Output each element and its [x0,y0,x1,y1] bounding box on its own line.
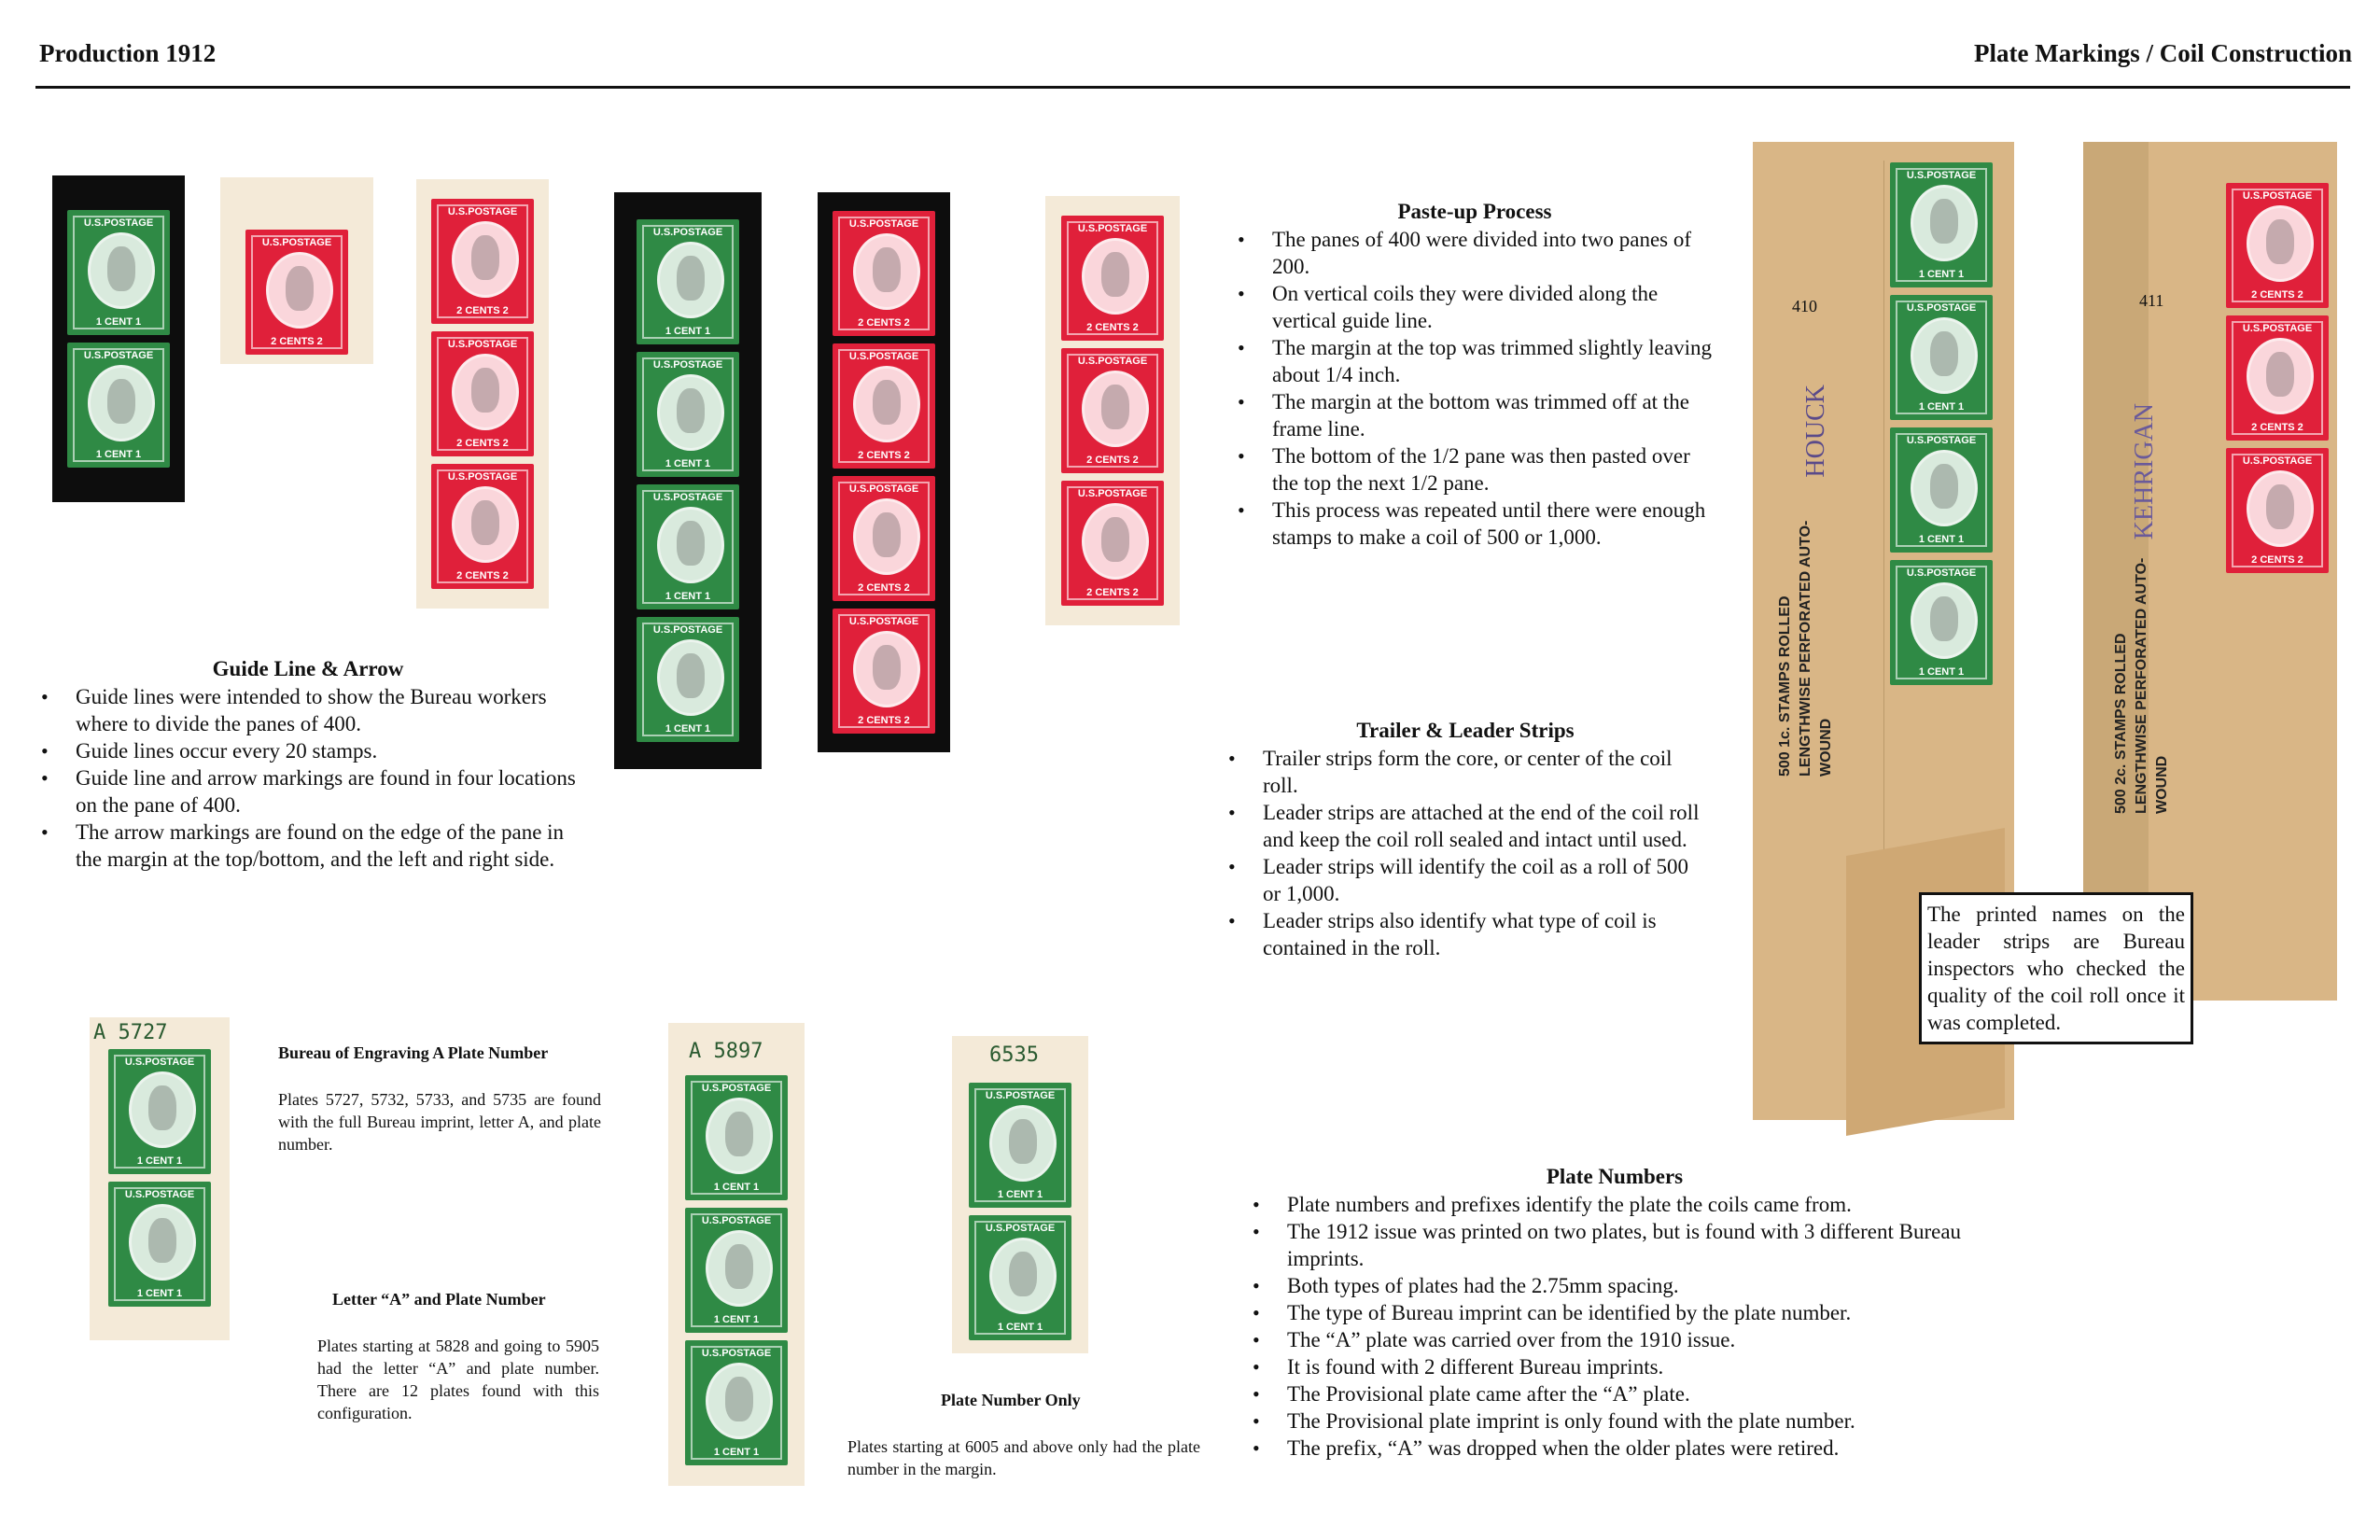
stamp-2c: U.S.POSTAGE 2 CENTS 2 [431,331,534,456]
stamp-1c: U.S.POSTAGE 1 CENT 1 [969,1083,1071,1208]
stamp-2c: U.S.POSTAGE 2 CENTS 2 [1061,481,1164,606]
plate-number: A 5727 [93,1021,168,1044]
list-item: • The arrow markings are found on the edge of the pane in the margin at the top/bottom, and the left and right side. [37,819,579,873]
trailer-title: Trailer & Leader Strips [1356,719,1575,742]
paste-list [1234,226,1719,551]
stamp-1c: U.S.POSTAGE 1 CENT 1 [1890,295,1993,420]
stamp-strip-red-3 [416,179,549,609]
stamp-1c: U.S.POSTAGE 1 CENT 1 [637,484,739,609]
stamp-1c: U.S.POSTAGE 1 CENT 1 [1890,427,1993,553]
stamp-1c: U.S.POSTAGE 1 CENT 1 [1890,162,1993,287]
plate-only-body: Plates starting at 6005 and above only had the plate number in the margin. [847,1437,1200,1478]
stamp-2c: U.S.POSTAGE 2 CENTS 2 [2226,183,2329,308]
stamp-1c: U.S.POSTAGE 1 CENT 1 [685,1075,788,1200]
stamp-1c: U.S.POSTAGE 1 CENT 1 [969,1215,1071,1340]
list-item: • The Provisional plate came after the “A” plate. [1249,1380,1967,1407]
list-item: • This process was repeated until there were enough stamps to make a coil of 500 or 1,000. [1234,497,1719,551]
list-item: • The prefix, “A” was dropped when the older plates were retired. [1249,1435,1967,1462]
plates-list [1249,1191,1967,1462]
plate-strip-a5897 [668,1023,805,1486]
leader-strip-2c [2083,142,2337,1001]
trailer-list [1225,745,1710,961]
stamp-1c: U.S.POSTAGE 1 CENT 1 [67,210,170,335]
list-item: • The Provisional plate imprint is only found with the plate number. [1249,1407,1967,1435]
list-item: • Guide lines occur every 20 stamps. [37,737,579,764]
stamp-2c: U.S.POSTAGE 2 CENTS 2 [833,343,935,469]
stamp-2c: U.S.POSTAGE 2 CENTS 2 [431,464,534,589]
plate-number: 6535 [989,1043,1039,1067]
stamp-2c: U.S.POSTAGE 2 CENTS 2 [245,230,348,355]
header-rule [35,86,2350,89]
list-item: • The 1912 issue was printed on two plates, but is found with 3 different Bureau imprints. [1249,1218,1967,1272]
plate-strip-6535 [952,1036,1088,1353]
letter-a-body: Plates starting at 5828 and going to 5905 had the letter “A” and plate number. There are 12 plates found with this configuration. [317,1337,599,1422]
stamp-2c: U.S.POSTAGE 2 CENTS 2 [833,609,935,734]
list-item: • Leader strips will identify the coil as a roll of 500 or 1,000. [1225,853,1710,907]
stamp-1c: U.S.POSTAGE 1 CENT 1 [685,1208,788,1333]
leader-label-text: 500 2c. STAMPS ROLLED LENGTHWISE PERFORATED AUTO-WOUND [2113,557,2170,814]
stamp-1c: U.S.POSTAGE 1 CENT 1 [108,1049,211,1174]
leader-number: 411 [2139,291,2164,310]
list-item: • The panes of 400 were divided into two panes of 200. [1234,226,1719,280]
stamp-pair-green-guideline [52,175,185,502]
list-item: • Both types of plates had the 2.75mm spacing. [1249,1272,1967,1299]
list-item: • On vertical coils they were divided along the vertical guide line. [1234,280,1719,334]
stamp-2c: U.S.POSTAGE 2 CENTS 2 [431,199,534,324]
list-item: • The “A” plate was carried over from the 1910 issue. [1249,1326,1967,1353]
header-right: Plate Markings / Coil Construction [1974,39,2352,67]
stamp-1c: U.S.POSTAGE 1 CENT 1 [108,1182,211,1307]
paste-title: Paste-up Process [1397,200,1552,223]
leader-label-text: 500 1c. STAMPS ROLLED LENGTHWISE PERFORATED AUTO-WOUND [1777,520,1834,777]
stamp-2c: U.S.POSTAGE 2 CENTS 2 [1061,216,1164,341]
list-item: • Guide line and arrow markings are found in four locations on the pane of 400. [37,764,579,819]
bureau-a-body: Plates 5727, 5732, 5733, and 5735 are found with the full Bureau imprint, letter A, and plate number. [278,1090,601,1154]
plate-number: A 5897 [689,1040,763,1063]
stamp-1c: U.S.POSTAGE 1 CENT 1 [637,219,739,344]
stamp-strip-red-4 [818,192,950,752]
leader-number: 410 [1792,297,1817,315]
stamp-1c: U.S.POSTAGE 1 CENT 1 [637,617,739,742]
inspector-name: KEHRIGAN [2130,403,2159,540]
inspector-name: HOUCK [1801,385,1830,478]
inspector-note: The printed names on the leader strips are Bureau inspectors who checked the quality of the coil roll once it was completed. [1919,892,2193,1044]
list-item: • The margin at the bottom was trimmed off at the frame line. [1234,388,1719,442]
guide-title: Guide Line & Arrow [212,657,404,680]
leader-stamps-green [1882,159,2001,689]
list-item: • The margin at the top was trimmed slightly leaving about 1/4 inch. [1234,334,1719,388]
guide-list [37,683,579,873]
stamp-strip-red-3-b [1045,196,1180,625]
list-item: • Plate numbers and prefixes identify the plate the coils came from. [1249,1191,1967,1218]
list-item: • It is found with 2 different Bureau imprints. [1249,1353,1967,1380]
plates-title: Plate Numbers [1546,1165,1684,1188]
list-item: • Leader strips also identify what type of coil is contained in the roll. [1225,907,1710,961]
stamp-1c: U.S.POSTAGE 1 CENT 1 [67,343,170,468]
list-item: • Trailer strips form the core, or center of the coil roll. [1225,745,1710,799]
stamp-2c: U.S.POSTAGE 2 CENTS 2 [1061,348,1164,473]
letter-a-title: Letter “A” and Plate Number [332,1290,546,1309]
stamp-single-red-arrow [220,177,373,364]
plate-only-title: Plate Number Only [941,1391,1081,1409]
bureau-a-title: Bureau of Engraving A Plate Number [278,1043,549,1062]
stamp-1c: U.S.POSTAGE 1 CENT 1 [1890,560,1993,685]
list-item: • Leader strips are attached at the end of the coil roll and keep the coil roll sealed and intact until used. [1225,799,1710,853]
stamp-2c: U.S.POSTAGE 2 CENTS 2 [2226,315,2329,441]
header-left: Production 1912 [39,39,217,67]
stamp-2c: U.S.POSTAGE 2 CENTS 2 [2226,448,2329,573]
plate-strip-a5727 [90,1017,230,1340]
list-item: • The bottom of the 1/2 pane was then pasted over the top the next 1/2 pane. [1234,442,1719,497]
stamp-2c: U.S.POSTAGE 2 CENTS 2 [833,211,935,336]
list-item: • Guide lines were intended to show the Bureau workers where to divide the panes of 400. [37,683,579,737]
list-item: • The type of Bureau imprint can be identified by the plate number. [1249,1299,1967,1326]
stamp-strip-green-4 [614,192,762,769]
stamp-2c: U.S.POSTAGE 2 CENTS 2 [833,476,935,601]
stamp-1c: U.S.POSTAGE 1 CENT 1 [685,1340,788,1465]
leader-stamps-red [2221,179,2333,577]
stamp-1c: U.S.POSTAGE 1 CENT 1 [637,352,739,477]
